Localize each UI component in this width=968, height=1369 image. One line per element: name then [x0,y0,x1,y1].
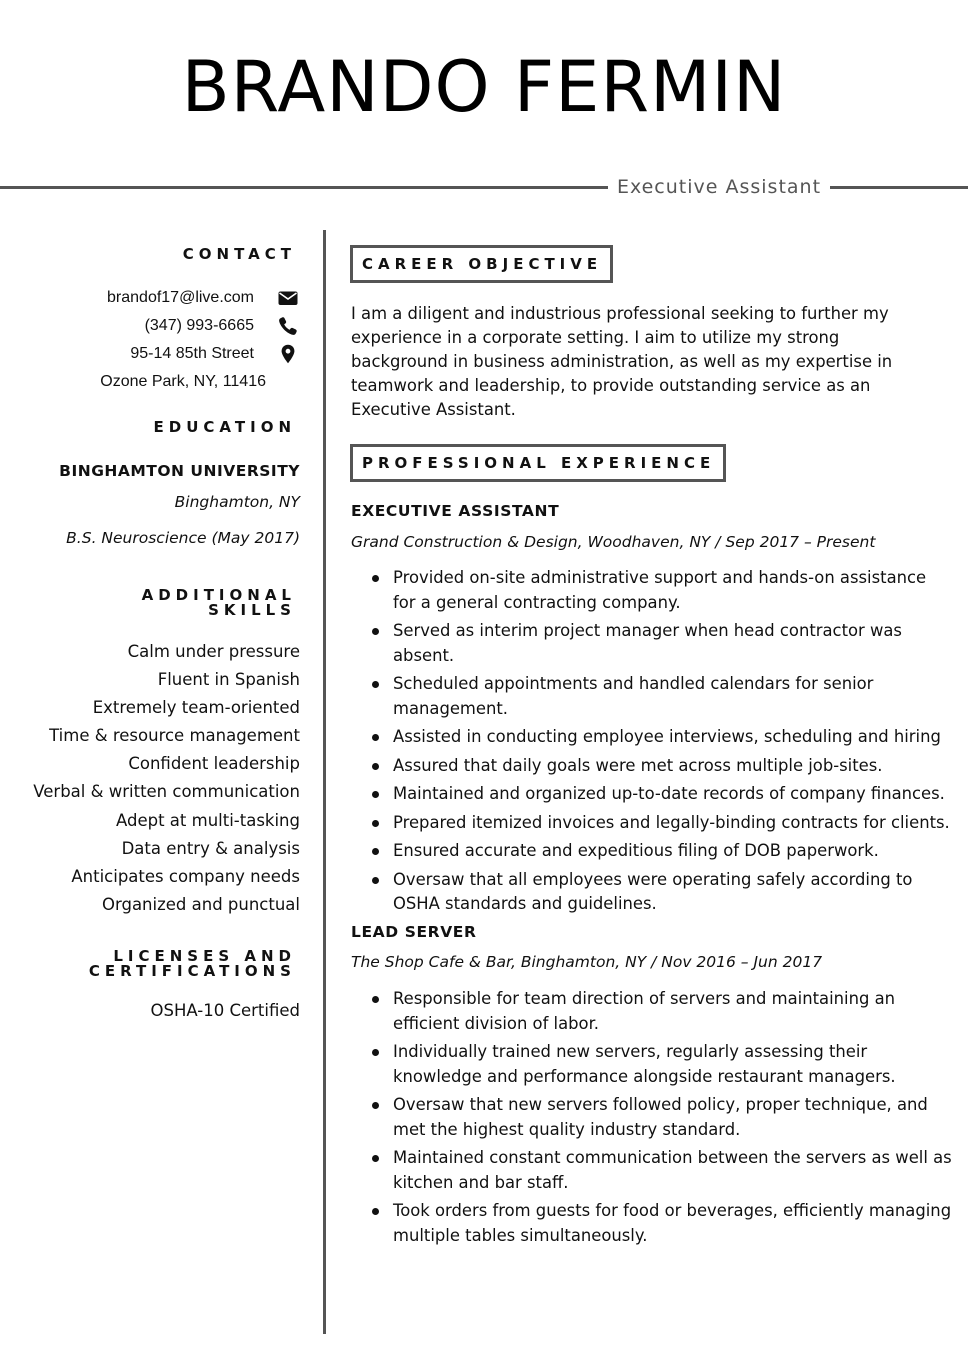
objective-heading: CAREER OBJECTIVE [350,245,613,283]
job-bullets-1 [393,566,953,921]
contact-email-row [0,287,300,309]
education-heading: EDUCATION [153,418,296,436]
licenses-heading-line2: CERTIFICATIONS [88,962,296,980]
bullet-item: Responsible for team direction of servers and maintaining an efficient division of labor. [393,987,953,1036]
bullet-item: Prepared itemized invoices and legally-binding contracts for clients. [393,811,953,836]
envelope-icon [278,288,298,308]
contact-city: Ozone Park, NY, 11416 [100,373,266,390]
location-pin-icon [278,344,298,364]
skills-list [33,638,300,919]
bullet-item: Maintained and organized up-to-date records of company finances. [393,782,953,807]
contact-street-row [0,343,300,365]
skills-heading-line2: SKILLS [208,601,296,619]
column-divider [323,230,326,1334]
experience-heading: PROFESSIONAL EXPERIENCE [350,444,726,482]
objective-text: I am a diligent and industrious professional seeking to further my experience in a corporate setting. I aim to utilize my strong background in business administration, as well as my expertise in teamwork and leadership, to provide outstanding service as an Executive Assistant. [351,304,893,419]
phone-icon [278,316,298,336]
contact-phone[interactable]: (347) 993-6665 [144,317,254,334]
bullet-item: Maintained constant communication between the servers as well as kitchen and bar staff. [393,1146,953,1195]
contact-street: 95-14 85th Street [130,345,254,362]
skill-item: Verbal & written communication [33,782,300,802]
bullet-item: Served as interim project manager when head contractor was absent. [393,619,953,668]
job-title: Executive Assistant [616,176,822,198]
job-subtitle-1: Grand Construction & Design, Woodhaven, NY / Sep 2017 – Present [351,533,876,551]
contact-email[interactable]: brandof17@live.com [107,289,254,306]
skill-item: Extremely team-oriented [92,698,300,718]
skill-item: Calm under pressure [127,642,300,661]
education-school: BINGHAMTON UNIVERSITY [59,462,300,480]
skill-item: Data entry & analysis [121,838,300,858]
title-rule-right [830,186,968,189]
licenses-heading-line1: LICENSES AND [113,947,296,965]
license-item: OSHA-10 Certified [150,1001,300,1020]
education-location: Binghamton, NY [174,493,300,511]
bullet-item: Ensured accurate and expeditious filing of DOB paperwork. [393,839,953,864]
resume-name: BRANDO FERMIN [181,46,787,128]
skill-item: Anticipates company needs [71,866,300,886]
bullet-item: Provided on-site administrative support and hands-on assistance for a general contracting company. [393,566,953,615]
job-subtitle-2: The Shop Cafe & Bar, Binghamton, NY / Nov 2016 – Jun 2017 [351,953,823,971]
contact-phone-row [0,315,300,337]
skill-item: Time & resource management [49,726,300,746]
bullet-item: Scheduled appointments and handled calendars for senior management. [393,672,953,721]
title-rule-left [0,186,608,189]
bullet-item: Oversaw that all employees were operating safely according to OSHA standards and guidelines. [393,868,953,917]
job-title-1: EXECUTIVE ASSISTANT [351,502,560,520]
skill-item: Adept at multi-tasking [115,810,300,830]
job-bullets-2 [393,987,953,1252]
education-degree: B.S. Neuroscience (May 2017) [66,529,300,547]
bullet-item: Assured that daily goals were met across multiple job-sites. [393,754,953,779]
skill-item: Fluent in Spanish [157,670,300,690]
skill-item: Confident leadership [128,754,300,774]
contact-city-row [0,371,300,393]
skill-item: Organized and punctual [101,894,300,914]
job-title-2: LEAD SERVER [351,923,477,941]
contact-heading: CONTACT [182,245,296,263]
skills-heading-line1: ADDITIONAL [141,586,296,604]
bullet-item: Individually trained new servers, regularly assessing their knowledge and performance alongside restaurant managers. [393,1040,953,1089]
bullet-item: Assisted in conducting employee interviews, scheduling and hiring [393,725,953,750]
bullet-item: Took orders from guests for food or beverages, efficiently managing multiple tables simultaneously. [393,1199,953,1248]
bullet-item: Oversaw that new servers followed policy, proper technique, and met the highest quality industry standard. [393,1093,953,1142]
